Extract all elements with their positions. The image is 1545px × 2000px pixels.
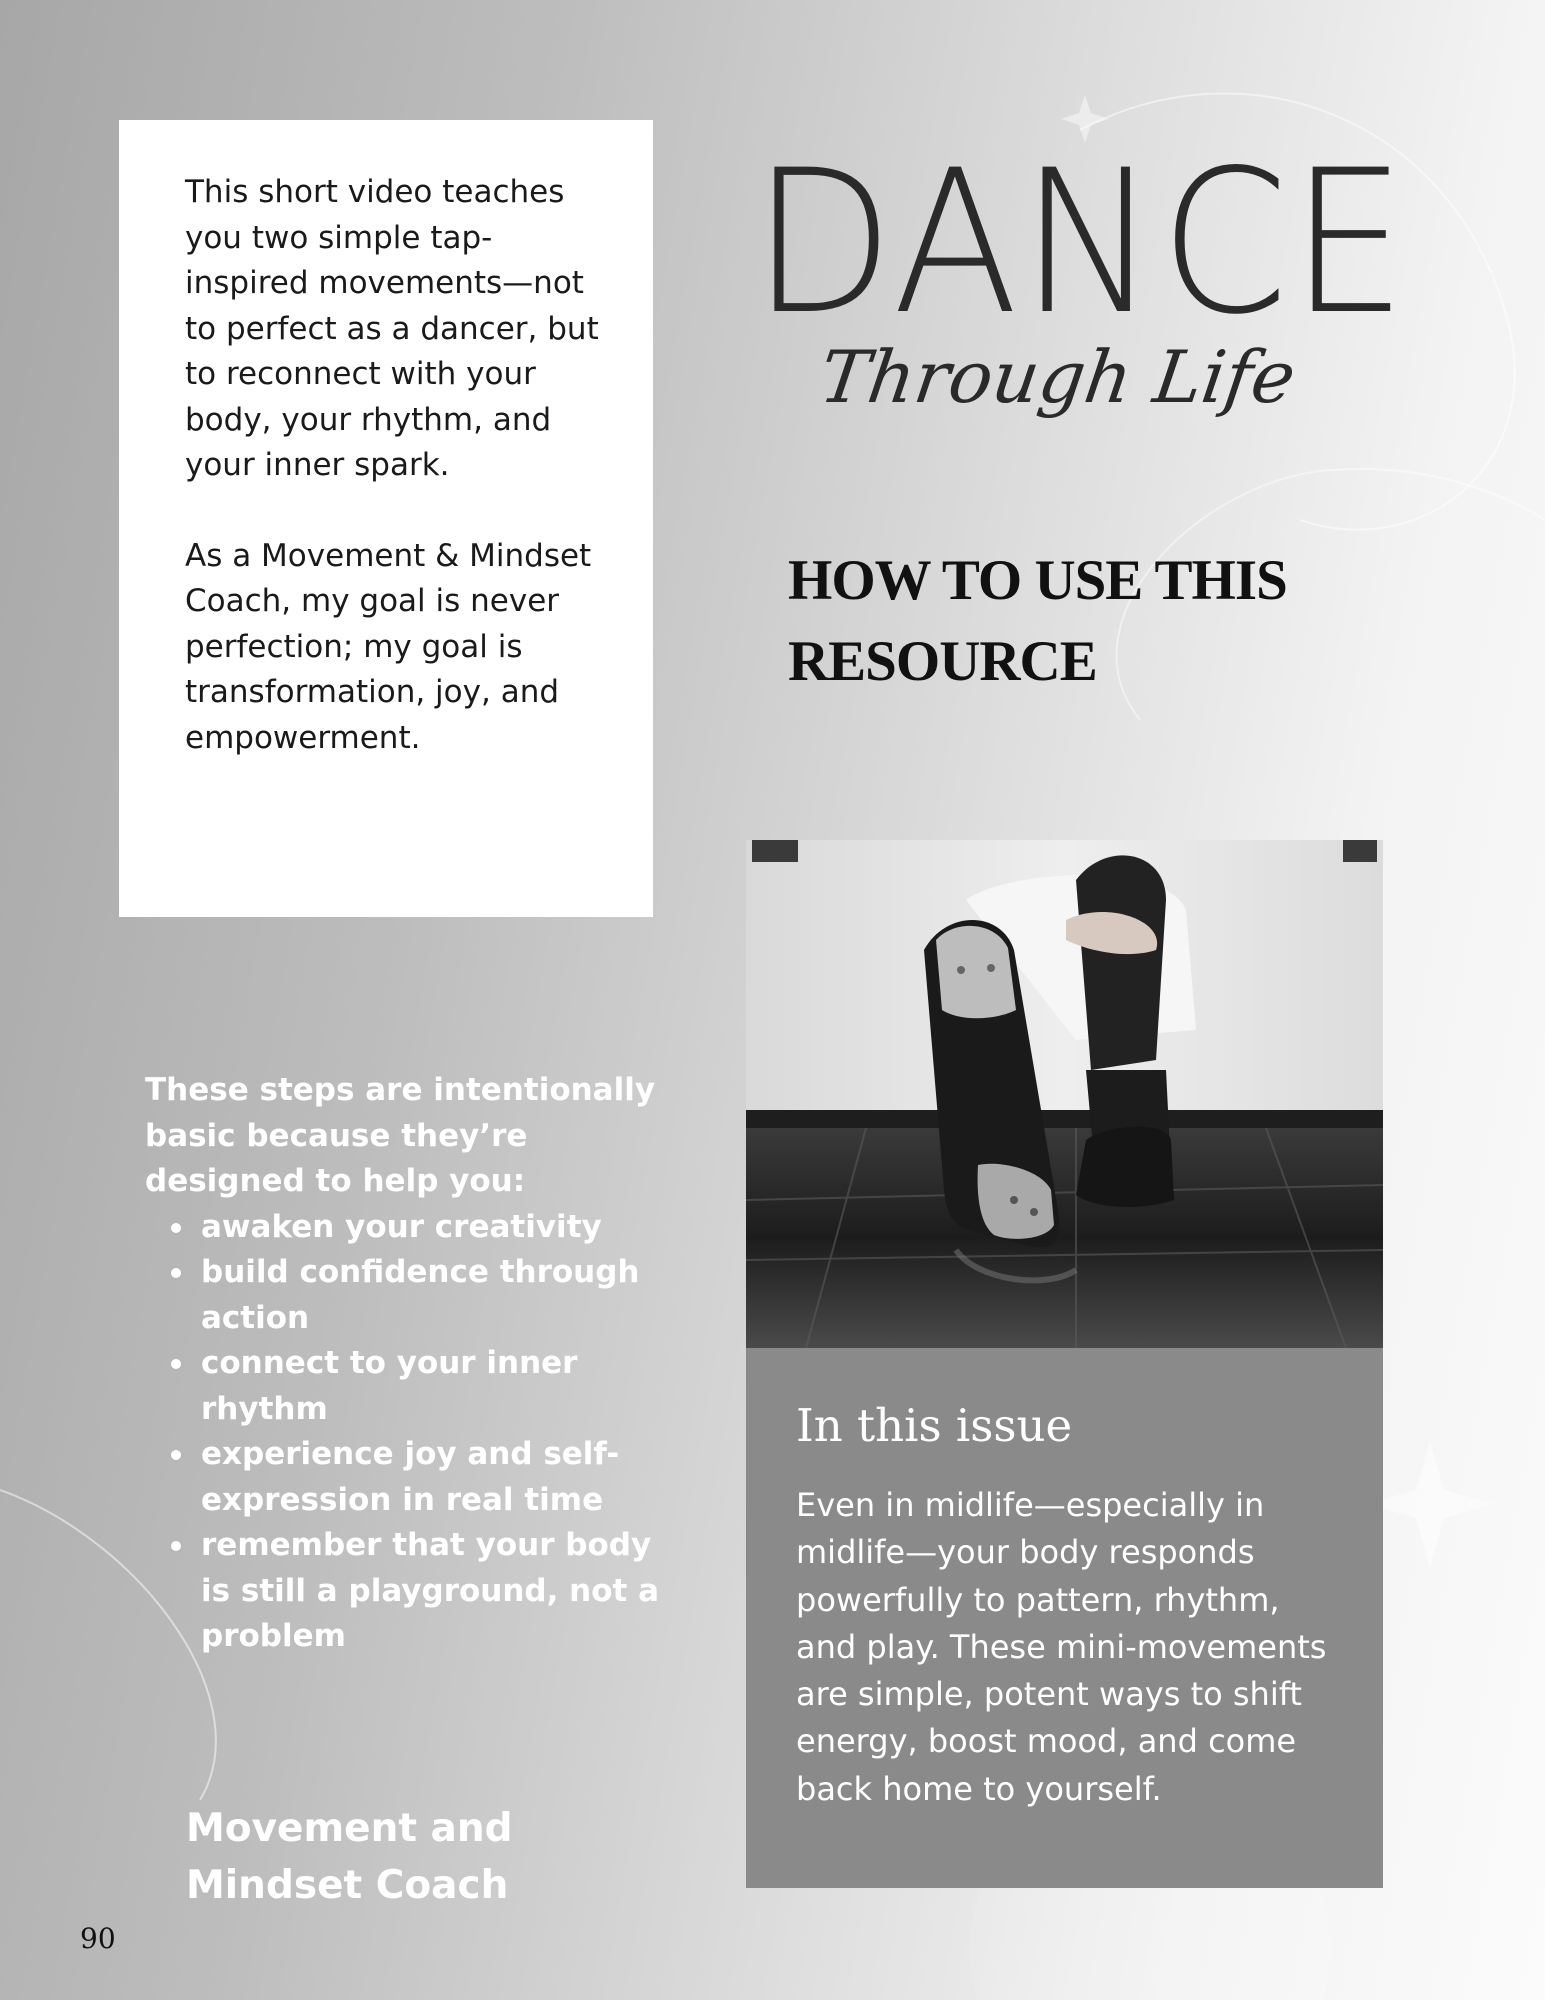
coach-label-line: Mindset Coach xyxy=(186,1863,509,1908)
bullet-icon xyxy=(171,1541,181,1551)
list-item-text: remember that your body is still a playground, not a problem xyxy=(201,1527,660,1654)
steps-section xyxy=(145,1068,665,1660)
section-heading xyxy=(788,540,1348,702)
logo-dance: DANCE xyxy=(752,127,1409,358)
intro-paragraph: This short video teaches you two simple tap-inspired movements—not to perfect as a dancer, but to reconnect with your body, your rhythm, and your inner spark. xyxy=(185,174,599,483)
dancer-photo xyxy=(746,840,1383,1348)
in-this-issue-box xyxy=(746,1348,1383,1888)
issue-title: In this issue xyxy=(796,1399,1073,1452)
list-item xyxy=(201,1432,665,1523)
steps-list xyxy=(145,1205,665,1660)
bullet-icon xyxy=(171,1223,181,1233)
bullet-icon xyxy=(171,1268,181,1278)
intro-paragraph: As a Movement & Mindset Coach, my goal is never perfection; my goal is transformation, joy, and empowerment. xyxy=(185,537,592,756)
list-item-text: awaken your creativity xyxy=(201,1208,602,1245)
coach-label-line: Movement and xyxy=(186,1806,513,1851)
list-item-text: experience joy and self-expression in real time xyxy=(201,1436,620,1518)
coach-label xyxy=(186,1800,586,1914)
bullet-icon xyxy=(171,1359,181,1369)
section-heading-line: RESOURCE xyxy=(788,630,1097,693)
dancer-photo-illustration xyxy=(746,840,1383,1348)
list-item xyxy=(201,1205,665,1251)
list-item-text: connect to your inner rhythm xyxy=(201,1345,578,1427)
bullet-icon xyxy=(171,1450,181,1460)
list-item xyxy=(201,1523,665,1660)
list-item xyxy=(201,1250,665,1341)
section-heading-line: HOW TO USE THIS xyxy=(788,549,1287,612)
steps-intro: These steps are intentionally basic because they’re designed to help you: xyxy=(145,1072,656,1199)
list-item xyxy=(201,1341,665,1432)
issue-body: Even in midlife—especially in midlife—your body responds powerfully to pattern, rhythm, and play. These mini-movements are simple, potent ways to shift energy, boost mood, and come back home to yourself. xyxy=(796,1486,1327,1808)
logo-through-life: Through Life xyxy=(814,335,1301,419)
list-item-text: build confidence through action xyxy=(201,1254,640,1336)
page-number: 90 xyxy=(80,1922,116,1955)
intro-card xyxy=(119,120,653,917)
